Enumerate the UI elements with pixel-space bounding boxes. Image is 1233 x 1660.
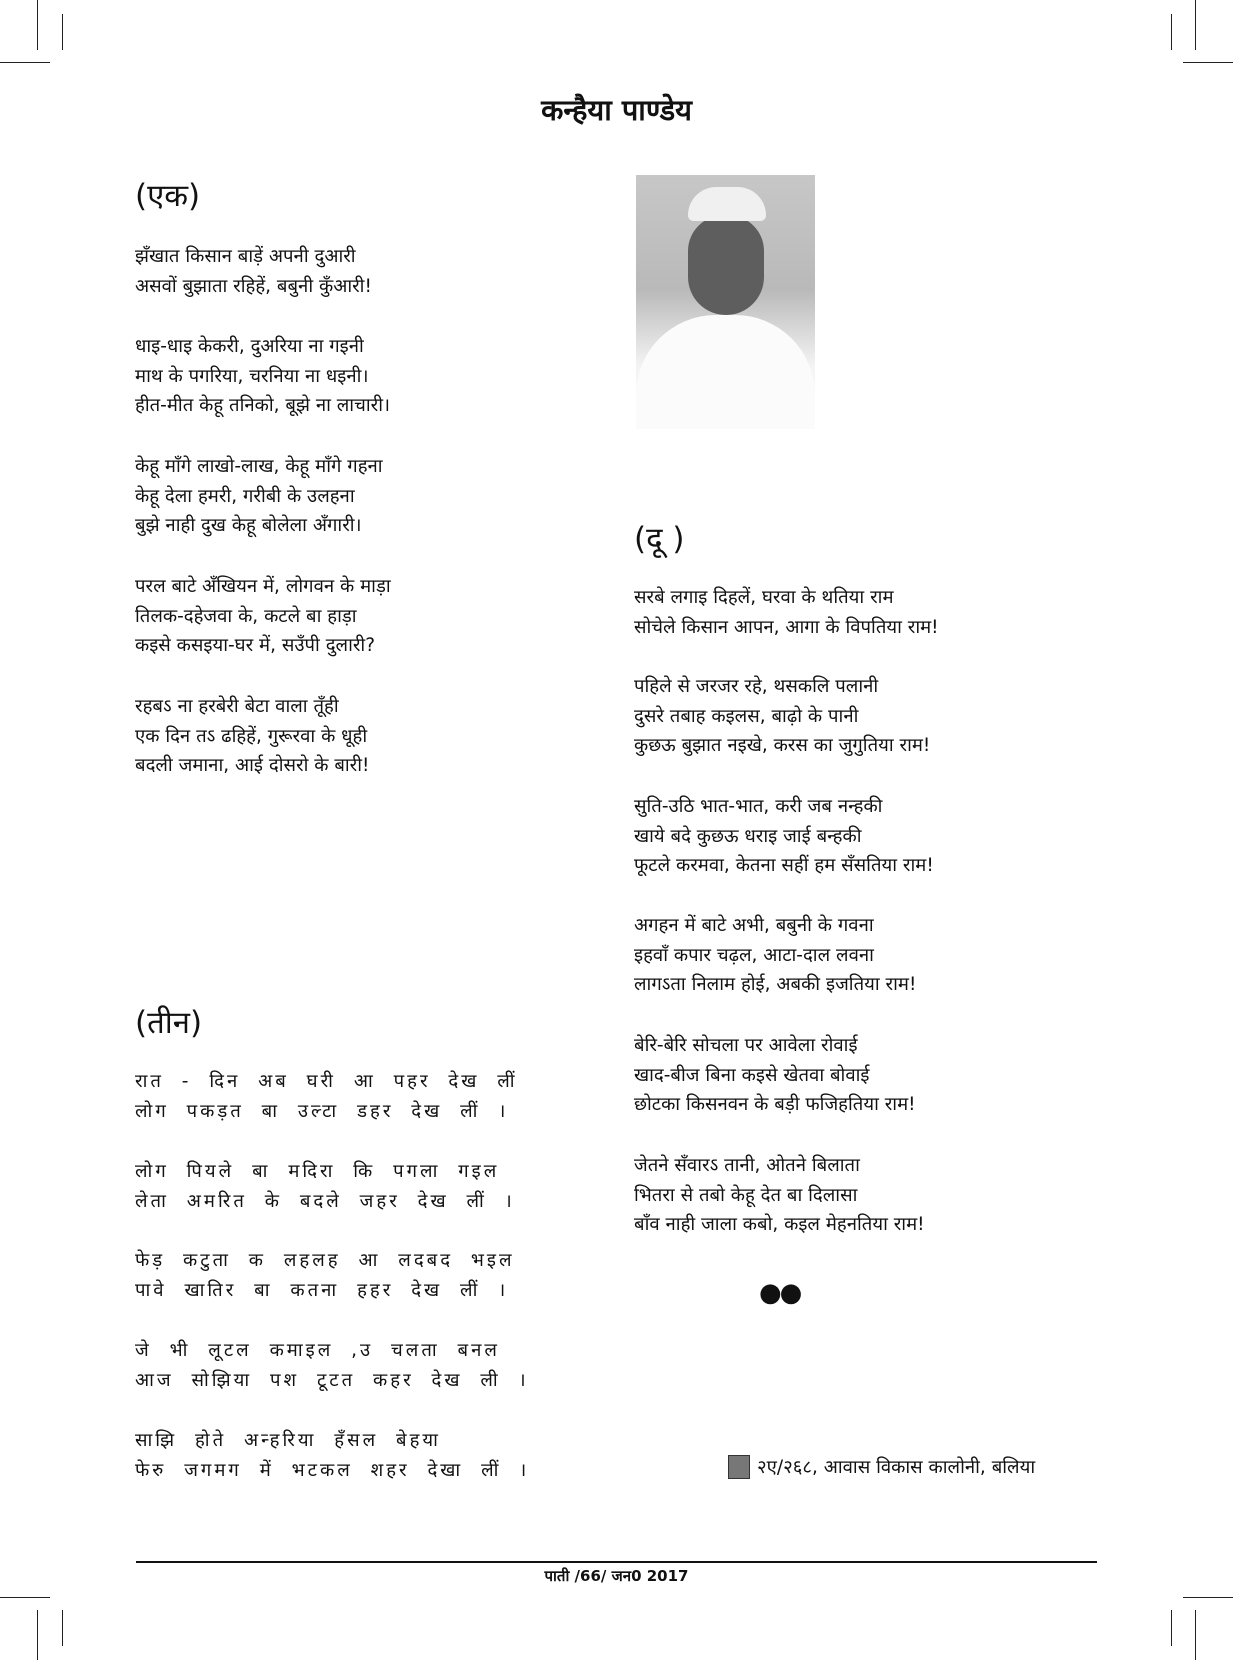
poem-line: भितरा से तबो केहू देत बा दिलासा	[634, 1184, 858, 1206]
stanza	[634, 672, 930, 761]
poem-line: लोग पियले बा मदिरा कि पगला गइल	[135, 1161, 500, 1182]
stanza	[135, 572, 391, 661]
poem-line: अगहन में बाटे अभी, बबुनी के गवना	[634, 915, 874, 936]
poem-line: फेड़ कटुता क लहलह आ लदबद भइल	[135, 1250, 515, 1271]
poem-line: पहिले से जरजर रहे, थसकलि पलानी	[634, 676, 879, 697]
author-address	[728, 1454, 1035, 1479]
poem-line: झँखात किसान बाड़ें अपनी दुआरी	[135, 246, 356, 267]
crop-mark	[37, 1610, 38, 1660]
footer-rule	[136, 1561, 1097, 1563]
stanza	[135, 1336, 529, 1395]
crop-mark	[1195, 1610, 1196, 1660]
poem-line: सरबे लगाइ दिहलें, घरवा के थतिया राम	[634, 587, 894, 608]
poem-line: बाँव नाही जाला कबो, कइल मेहनतिया राम!	[634, 1214, 925, 1235]
poem-heading-ek: (एक)	[135, 178, 201, 214]
crop-mark	[62, 1610, 63, 1646]
stanza	[135, 242, 372, 301]
crop-mark	[1183, 1597, 1233, 1598]
stanza	[135, 332, 390, 421]
poem-line: साझि होते अन्हरिया हँसल बेहया	[135, 1430, 441, 1451]
photo-cap	[688, 187, 766, 221]
crop-mark	[1195, 0, 1196, 50]
author-photo	[636, 175, 815, 429]
crop-mark	[62, 14, 63, 50]
poem-line: कइसे कसइया-घर में, सउँपी दुलारी?	[135, 635, 376, 656]
photo-face	[688, 215, 764, 315]
poem-line: फूटले करमवा, केतना सहीं हम सँसतिया राम!	[634, 855, 934, 876]
poem-line: परल बाटे अँखियन में, लोगवन के माड़ा	[135, 576, 391, 597]
poem-line: कुछऊ बुझात नइखे, करस का जुगुतिया राम!	[634, 735, 931, 756]
poem-line: दुसरे तबाह कइलस, बाढ़ो के पानी	[634, 705, 859, 727]
crop-mark	[1183, 62, 1233, 63]
stanza	[135, 452, 383, 541]
poem-line: लोग पकड़त बा उल्टा डहर देख लीं ।	[135, 1100, 509, 1122]
poem-line: फेरु जगमग में भटकल शहर देखा लीं ।	[135, 1459, 530, 1481]
address-text: २ए/२६८, आवास विकास कालोनी, बलिया	[757, 1457, 1036, 1478]
poem-line: सोचेले किसान आपन, आगा के विपतिया राम!	[634, 616, 939, 638]
poem-line: छोटका किसनवन के बड़ी फजिहतिया राम!	[634, 1094, 916, 1115]
stanza	[135, 1067, 518, 1126]
stanza	[135, 1246, 515, 1305]
stanza	[634, 792, 934, 881]
stanza	[135, 1157, 515, 1216]
poem-heading-teen: (तीन)	[135, 1005, 203, 1041]
page-title: कन्हैया पाण्डेय	[541, 93, 692, 127]
poem-line: रात - दिन अब घरी आ पहर देख लीं	[135, 1071, 518, 1092]
page-footer: पाती /66/ जन0 2017	[544, 1567, 689, 1585]
poem-line: माथ के पगरिया, चरनिया ना धइनी।	[135, 365, 369, 387]
crop-mark	[0, 1597, 50, 1598]
poem-line: हीत-मीत केहू तनिको, बूझे ना लाचारी।	[135, 395, 391, 416]
crop-mark	[37, 0, 38, 50]
poem-line: सुति-उठि भात-भात, करी जब नन्हकी	[634, 796, 883, 817]
poem-line: पावे खातिर बा कतना हहर देख लीं ।	[135, 1279, 509, 1301]
crop-mark	[1171, 14, 1172, 50]
poem-line: बेरि-बेरि सोचला पर आवेला रोवाई	[634, 1035, 858, 1056]
crop-mark	[0, 62, 50, 63]
poem-line: रहबऽ ना हरबेरी बेटा वाला तूँही	[135, 696, 339, 717]
stanza	[135, 692, 369, 781]
poem-line: खाद-बीज बिना कइसे खेतवा बोवाई	[634, 1064, 870, 1086]
poem-line: एक दिन तऽ ढहिहें, गुरूरवा के धूही	[135, 725, 368, 747]
stanza	[634, 583, 939, 642]
poem-line: केहू देला हमरी, गरीबी के उलहना	[135, 485, 355, 507]
poem-line: इहवाँ कपार चढ़ल, आटा-दाल लवना	[634, 944, 874, 966]
poem-line: लागऽता निलाम होई, अबकी इजतिया राम!	[634, 974, 917, 995]
crop-mark	[1171, 1610, 1172, 1646]
stanza	[634, 911, 916, 1000]
square-bullet-icon	[728, 1455, 750, 1479]
stanza	[634, 1151, 925, 1240]
poem-line: बदली जमाना, आई दोसरो के बारी!	[135, 755, 370, 776]
poem-line: बुझे नाही दुख केहू बोलेला अँगारी।	[135, 515, 362, 536]
poem-line: खाये बदे कुछऊ धराइ जाई बन्हकी	[634, 825, 862, 847]
poem-line: धाइ-धाइ केकरी, दुअरिया ना गइनी	[135, 336, 364, 357]
section-end-ornament: ●●	[759, 1278, 801, 1308]
poem-line: केहू माँगे लाखो-लाख, केहू माँगे गहना	[135, 456, 383, 477]
poem-line: जे भी लूटल कमाइल ,उ चलता बनल	[135, 1340, 500, 1361]
stanza	[135, 1426, 529, 1485]
poem-line: लेता अमरित के बदले जहर देख लीं ।	[135, 1190, 515, 1212]
photo-shirt	[636, 315, 815, 429]
poem-heading-du: (दू )	[634, 521, 685, 557]
poem-line: तिलक-दहेजवा के, कटले बा हाड़ा	[135, 605, 357, 627]
stanza	[634, 1031, 916, 1120]
poem-line: आज सोझिया पश टूटत कहर देख ली ।	[135, 1369, 529, 1391]
poem-line: जेतने सँवारऽ तानी, ओतने बिलाता	[634, 1155, 860, 1176]
poem-line: असवों बुझाता रहिहें, बबुनी कुँआरी!	[135, 275, 372, 297]
